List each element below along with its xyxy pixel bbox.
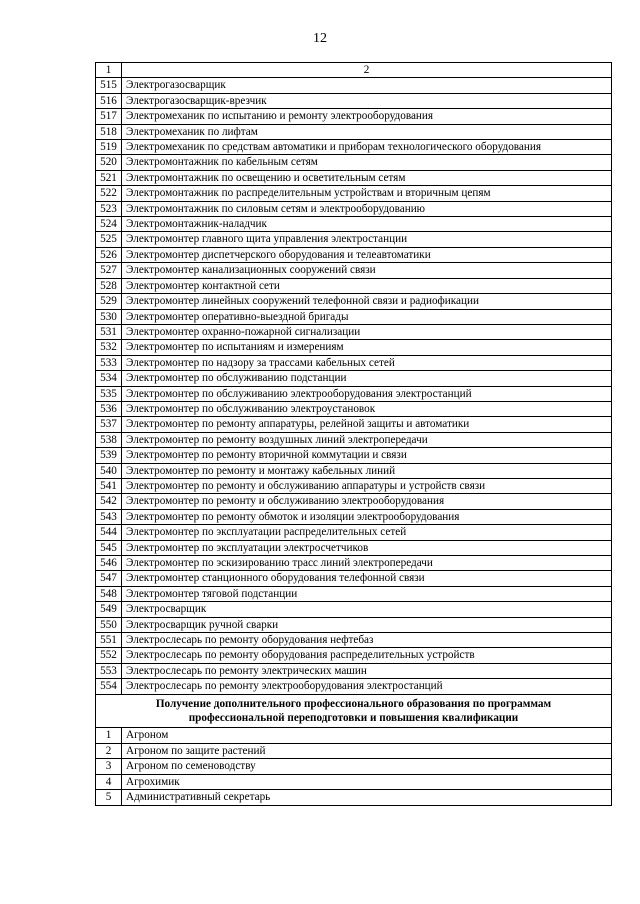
row-number: 515 (96, 78, 122, 93)
profession-name: Электромонтер станционного оборудования телефонной связи (122, 571, 612, 586)
table-row (96, 648, 612, 663)
table-row (96, 78, 612, 93)
table-row (96, 155, 612, 170)
row-number: 539 (96, 448, 122, 463)
profession-name: Электромонтажник-наладчик (122, 217, 612, 232)
profession-name: Электромонтер по эскизированию трасс линий электропередачи (122, 556, 612, 571)
column-header-number: 1 (96, 63, 122, 78)
row-number: 538 (96, 432, 122, 447)
table-row (96, 728, 612, 743)
column-header-name: 2 (122, 63, 612, 78)
profession-name: Электромонтер диспетчерского оборудования и телеавтоматики (122, 247, 612, 262)
row-number: 549 (96, 602, 122, 617)
profession-name: Электромонтажник по освещению и осветительным сетям (122, 170, 612, 185)
table-row (96, 463, 612, 478)
row-number: 534 (96, 371, 122, 386)
row-number: 523 (96, 201, 122, 216)
profession-name: Электромонтер канализационных сооружений связи (122, 263, 612, 278)
table-row (96, 247, 612, 262)
profession-name: Электромеханик по испытанию и ремонту электрооборудования (122, 109, 612, 124)
row-number: 530 (96, 309, 122, 324)
row-number: 544 (96, 525, 122, 540)
row-number: 551 (96, 633, 122, 648)
profession-name: Электромонтер по эксплуатации электросчетчиков (122, 540, 612, 555)
row-number: 536 (96, 401, 122, 416)
table-row (96, 617, 612, 632)
profession-name: Электромонтер по ремонту аппаратуры, релейной защиты и автоматики (122, 417, 612, 432)
row-number: 522 (96, 186, 122, 201)
profession-name: Агроном (122, 728, 612, 743)
row-number: 547 (96, 571, 122, 586)
row-number: 519 (96, 140, 122, 155)
row-number: 540 (96, 463, 122, 478)
row-number: 517 (96, 109, 122, 124)
table-row (96, 309, 612, 324)
row-number: 527 (96, 263, 122, 278)
row-number: 541 (96, 478, 122, 493)
row-number: 535 (96, 386, 122, 401)
table-row (96, 790, 612, 805)
profession-name: Электромонтер по надзору за трассами кабельных сетей (122, 355, 612, 370)
table-row (96, 556, 612, 571)
table-row (96, 201, 612, 216)
profession-name: Электросварщик ручной сварки (122, 617, 612, 632)
table-row (96, 774, 612, 789)
table-row (96, 294, 612, 309)
row-number: 545 (96, 540, 122, 555)
table-row (96, 186, 612, 201)
table-row (96, 278, 612, 293)
table-row (96, 355, 612, 370)
profession-name: Электрогазосварщик-врезчик (122, 93, 612, 108)
table-row (96, 140, 612, 155)
profession-name: Электрослесарь по ремонту электрических машин (122, 663, 612, 678)
table-row (96, 217, 612, 232)
profession-name: Агроном по защите растений (122, 743, 612, 758)
table-row (96, 371, 612, 386)
profession-name: Электромонтер по ремонту и обслуживанию электрооборудования (122, 494, 612, 509)
profession-name: Электромонтер охранно-пожарной сигнализации (122, 324, 612, 339)
row-number: 548 (96, 586, 122, 601)
table-row (96, 232, 612, 247)
profession-name: Электромонтер по обслуживанию электрооборудования электростанций (122, 386, 612, 401)
table-row (96, 602, 612, 617)
table-row (96, 663, 612, 678)
table-row (96, 509, 612, 524)
profession-name: Электрослесарь по ремонту оборудования распределительных устройств (122, 648, 612, 663)
row-number: 533 (96, 355, 122, 370)
row-number: 542 (96, 494, 122, 509)
page-number: 12 (313, 31, 327, 46)
profession-name: Электромонтер главного щита управления электростанции (122, 232, 612, 247)
row-number: 529 (96, 294, 122, 309)
row-number: 4 (96, 774, 122, 789)
profession-name: Административный секретарь (122, 790, 612, 805)
profession-name: Электромонтер по ремонту вторичной коммутации и связи (122, 448, 612, 463)
row-number: 518 (96, 124, 122, 139)
row-number: 526 (96, 247, 122, 262)
row-number: 543 (96, 509, 122, 524)
profession-name: Электромеханик по лифтам (122, 124, 612, 139)
table-row (96, 571, 612, 586)
row-number: 532 (96, 340, 122, 355)
profession-name: Электрослесарь по ремонту электрооборудования электростанций (122, 679, 612, 694)
profession-name: Электромонтажник по силовым сетям и электрооборудованию (122, 201, 612, 216)
row-number: 524 (96, 217, 122, 232)
profession-name: Электромонтажник по кабельным сетям (122, 155, 612, 170)
table-row (96, 448, 612, 463)
table-row (96, 525, 612, 540)
row-number: 1 (96, 728, 122, 743)
row-number: 521 (96, 170, 122, 185)
row-number: 550 (96, 617, 122, 632)
row-number: 528 (96, 278, 122, 293)
table-row (96, 124, 612, 139)
section-heading: Получение дополнительного профессионального образования по программам профессиональной переподготовки и повышения квалификации (96, 694, 612, 728)
profession-name: Электромонтер по обслуживанию электроустановок (122, 401, 612, 416)
profession-name: Электромонтер по ремонту и обслуживанию аппаратуры и устройств связи (122, 478, 612, 493)
table-row (96, 93, 612, 108)
table-row (96, 494, 612, 509)
row-number: 553 (96, 663, 122, 678)
profession-name: Электромонтер контактной сети (122, 278, 612, 293)
profession-name: Агроном по семеноводству (122, 759, 612, 774)
row-number: 552 (96, 648, 122, 663)
profession-name: Электромонтер по обслуживанию подстанции (122, 371, 612, 386)
table-row (96, 386, 612, 401)
profession-name: Электросварщик (122, 602, 612, 617)
table-row (96, 340, 612, 355)
profession-name: Электромонтер по испытаниям и измерениям (122, 340, 612, 355)
row-number: 516 (96, 93, 122, 108)
row-number: 520 (96, 155, 122, 170)
table-row (96, 432, 612, 447)
row-number: 2 (96, 743, 122, 758)
professions-table (95, 62, 612, 806)
table-row (96, 586, 612, 601)
table-row (96, 324, 612, 339)
table-row (96, 263, 612, 278)
profession-name: Агрохимик (122, 774, 612, 789)
profession-name: Электромонтер оперативно-выездной бригады (122, 309, 612, 324)
row-number: 537 (96, 417, 122, 432)
profession-name: Электромеханик по средствам автоматики и приборам технологического оборудования (122, 140, 612, 155)
row-number: 554 (96, 679, 122, 694)
table-row (96, 478, 612, 493)
table-row (96, 759, 612, 774)
row-number: 531 (96, 324, 122, 339)
table-row (96, 679, 612, 694)
profession-name: Электромонтер по ремонту и монтажу кабельных линий (122, 463, 612, 478)
row-number: 3 (96, 759, 122, 774)
row-number: 525 (96, 232, 122, 247)
row-number: 546 (96, 556, 122, 571)
profession-name: Электромонтер по ремонту обмоток и изоляции электрооборудования (122, 509, 612, 524)
table-row (96, 540, 612, 555)
section-heading-row (96, 694, 612, 728)
profession-name: Электромонтажник по распределительным устройствам и вторичным цепям (122, 186, 612, 201)
profession-name: Электромонтер тяговой подстанции (122, 586, 612, 601)
table-row (96, 170, 612, 185)
table-row (96, 109, 612, 124)
table-header-row (96, 63, 612, 78)
profession-name: Электрослесарь по ремонту оборудования нефтебаз (122, 633, 612, 648)
table-row (96, 743, 612, 758)
table-row (96, 417, 612, 432)
row-number: 5 (96, 790, 122, 805)
profession-name: Электрогазосварщик (122, 78, 612, 93)
profession-name: Электромонтер линейных сооружений телефонной связи и радиофикации (122, 294, 612, 309)
table-row (96, 633, 612, 648)
table-row (96, 401, 612, 416)
profession-name: Электромонтер по ремонту воздушных линий электропередачи (122, 432, 612, 447)
profession-name: Электромонтер по эксплуатации распределительных сетей (122, 525, 612, 540)
